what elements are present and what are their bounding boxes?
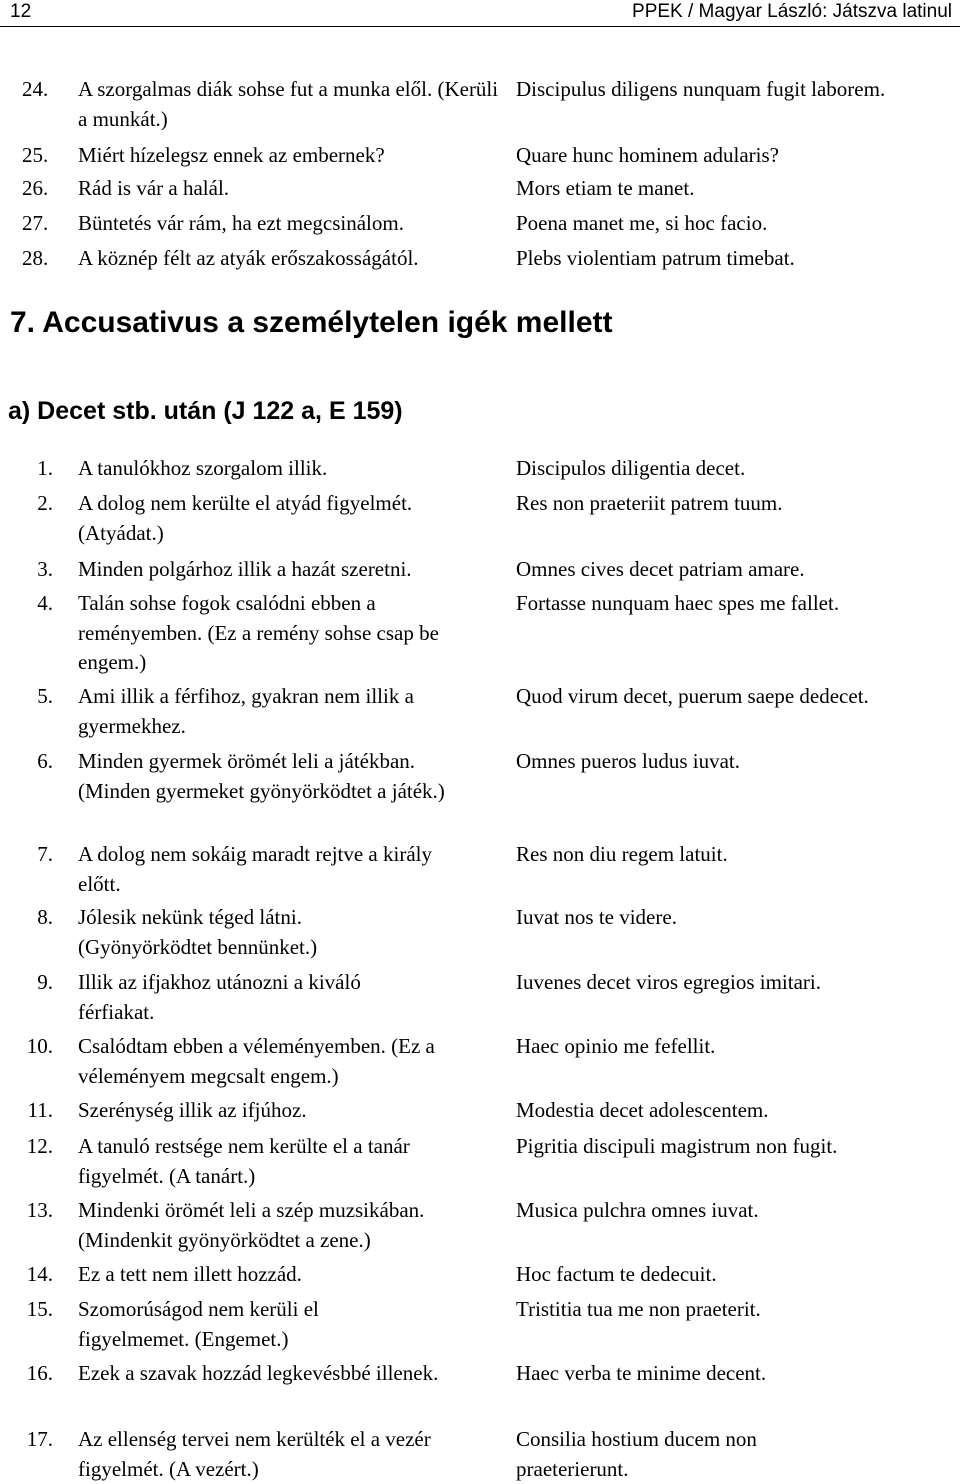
latin-translation: Res non praeteriit patrem tuum. bbox=[516, 491, 783, 515]
latin-translation: Pigritia discipuli magistrum non fugit. bbox=[516, 1134, 838, 1158]
hungarian-sentence: Szerénység illik az ifjúhoz. bbox=[78, 1098, 307, 1122]
hungarian-sentence: Rád is vár a halál. bbox=[78, 176, 230, 200]
item-number: 28. bbox=[22, 246, 49, 270]
hungarian-sentence: A dolog nem sokáig maradt rejtve a király előtt. bbox=[78, 842, 432, 896]
latin-translation: Quod virum decet, puerum saepe dedecet. bbox=[516, 684, 869, 708]
item-number: 24. bbox=[22, 77, 49, 101]
item-number: 5. bbox=[37, 684, 53, 708]
hungarian-sentence: Talán sohse fogok csalódni ebben a reményemben. (Ez a remény sohse csap be engem.) bbox=[78, 591, 439, 674]
latin-translation: Iuvat nos te videre. bbox=[516, 905, 677, 929]
item-number: 9. bbox=[37, 970, 53, 994]
running-title: PPEK / Magyar László: Játszva latinul bbox=[632, 1, 952, 22]
latin-translation: Iuvenes decet viros egregios imitari. bbox=[516, 970, 821, 994]
hungarian-sentence: Mindenki örömét leli a szép muzsikában. (Mindenkit gyönyörködtet a zene.) bbox=[78, 1198, 425, 1252]
hungarian-sentence: Ami illik a férfihoz, gyakran nem illik a gyermekhez. bbox=[78, 684, 414, 738]
latin-translation: Haec opinio me fefellit. bbox=[516, 1034, 716, 1058]
item-number: 10. bbox=[26, 1034, 53, 1058]
latin-translation: Musica pulchra omnes iuvat. bbox=[516, 1198, 759, 1222]
latin-translation: Omnes pueros ludus iuvat. bbox=[516, 749, 740, 773]
item-number: 8. bbox=[37, 905, 53, 929]
hungarian-sentence: Ezek a szavak hozzád legkevésbbé illenek. bbox=[78, 1361, 439, 1385]
item-number: 7. bbox=[37, 842, 53, 866]
hungarian-sentence: Minden polgárhoz illik a hazát szeretni. bbox=[78, 557, 412, 581]
latin-translation: Quare hunc hominem adularis? bbox=[516, 143, 779, 167]
latin-translation: Fortasse nunquam haec spes me fallet. bbox=[516, 591, 840, 615]
item-number: 11. bbox=[27, 1098, 53, 1122]
hungarian-sentence: A tanuló restsége nem kerülte el a tanár figyelmét. (A tanárt.) bbox=[78, 1134, 410, 1188]
item-number: 15. bbox=[26, 1297, 53, 1321]
latin-translation: Discipulos diligentia decet. bbox=[516, 456, 746, 480]
hungarian-sentence: Szomorúságod nem kerüli el figyelmemet. (Engemet.) bbox=[78, 1297, 319, 1351]
latin-translation: Haec verba te minime decent. bbox=[516, 1361, 767, 1385]
latin-translation: Hoc factum te dedecuit. bbox=[516, 1262, 717, 1286]
latin-translation: Poena manet me, si hoc facio. bbox=[516, 211, 768, 235]
hungarian-sentence: A tanulókhoz szorgalom illik. bbox=[78, 456, 328, 480]
item-number: 26. bbox=[22, 176, 49, 200]
item-number: 13. bbox=[26, 1198, 53, 1222]
hungarian-sentence: Miért hízelegsz ennek az embernek? bbox=[78, 143, 385, 167]
item-number: 1. bbox=[37, 456, 53, 480]
latin-translation: Discipulus diligens nunquam fugit laborem. bbox=[516, 77, 886, 101]
item-number: 12. bbox=[26, 1134, 53, 1158]
section-heading: 7. Accusativus a személytelen igék mellett bbox=[10, 306, 613, 339]
item-number: 25. bbox=[22, 143, 49, 167]
hungarian-sentence: A dolog nem kerülte el atyád figyelmét. (Atyádat.) bbox=[78, 491, 413, 545]
latin-translation: Res non diu regem latuit. bbox=[516, 842, 728, 866]
page-number: 12 bbox=[10, 1, 32, 22]
item-number: 17. bbox=[26, 1427, 53, 1451]
hungarian-sentence: Minden gyermek örömét leli a játékban. (Minden gyermeket gyönyörködtet a játék.) bbox=[78, 749, 445, 803]
hungarian-sentence: Az ellenség tervei nem kerülték el a vezér figyelmét. (A vezért.) bbox=[78, 1427, 431, 1481]
latin-translation: Omnes cives decet patriam amare. bbox=[516, 557, 805, 581]
latin-translation: Modestia decet adolescentem. bbox=[516, 1098, 769, 1122]
hungarian-sentence: Jólesik nekünk téged látni. (Gyönyörködtet bennünket.) bbox=[78, 905, 318, 959]
hungarian-sentence: A szorgalmas diák sohse fut a munka elől. (Kerüli a munkát.) bbox=[78, 77, 499, 131]
hungarian-sentence: Büntetés vár rám, ha ezt megcsinálom. bbox=[78, 211, 404, 235]
item-number: 6. bbox=[37, 749, 53, 773]
latin-translation: Plebs violentiam patrum timebat. bbox=[516, 246, 795, 270]
hungarian-sentence: Ez a tett nem illett hozzád. bbox=[78, 1262, 302, 1286]
hungarian-sentence: A köznép félt az atyák erőszakosságától. bbox=[78, 246, 419, 270]
latin-translation: Tristitia tua me non praeterit. bbox=[516, 1297, 761, 1321]
item-number: 14. bbox=[26, 1262, 53, 1286]
latin-translation: Mors etiam te manet. bbox=[516, 176, 695, 200]
item-number: 27. bbox=[22, 211, 49, 235]
item-number: 4. bbox=[37, 591, 53, 615]
item-number: 3. bbox=[37, 557, 53, 581]
hungarian-sentence: Csalódtam ebben a véleményemben. (Ez a véleményem megcsalt engem.) bbox=[78, 1034, 435, 1088]
subsection-heading: a) Decet stb. után (J 122 a, E 159) bbox=[8, 397, 403, 425]
latin-translation: Consilia hostium ducem non praeterierunt. bbox=[516, 1427, 757, 1481]
page-header bbox=[0, 0, 960, 27]
hungarian-sentence: Illik az ifjakhoz utánozni a kiváló férfiakat. bbox=[78, 970, 361, 1024]
item-number: 16. bbox=[26, 1361, 53, 1385]
item-number: 2. bbox=[37, 491, 53, 515]
